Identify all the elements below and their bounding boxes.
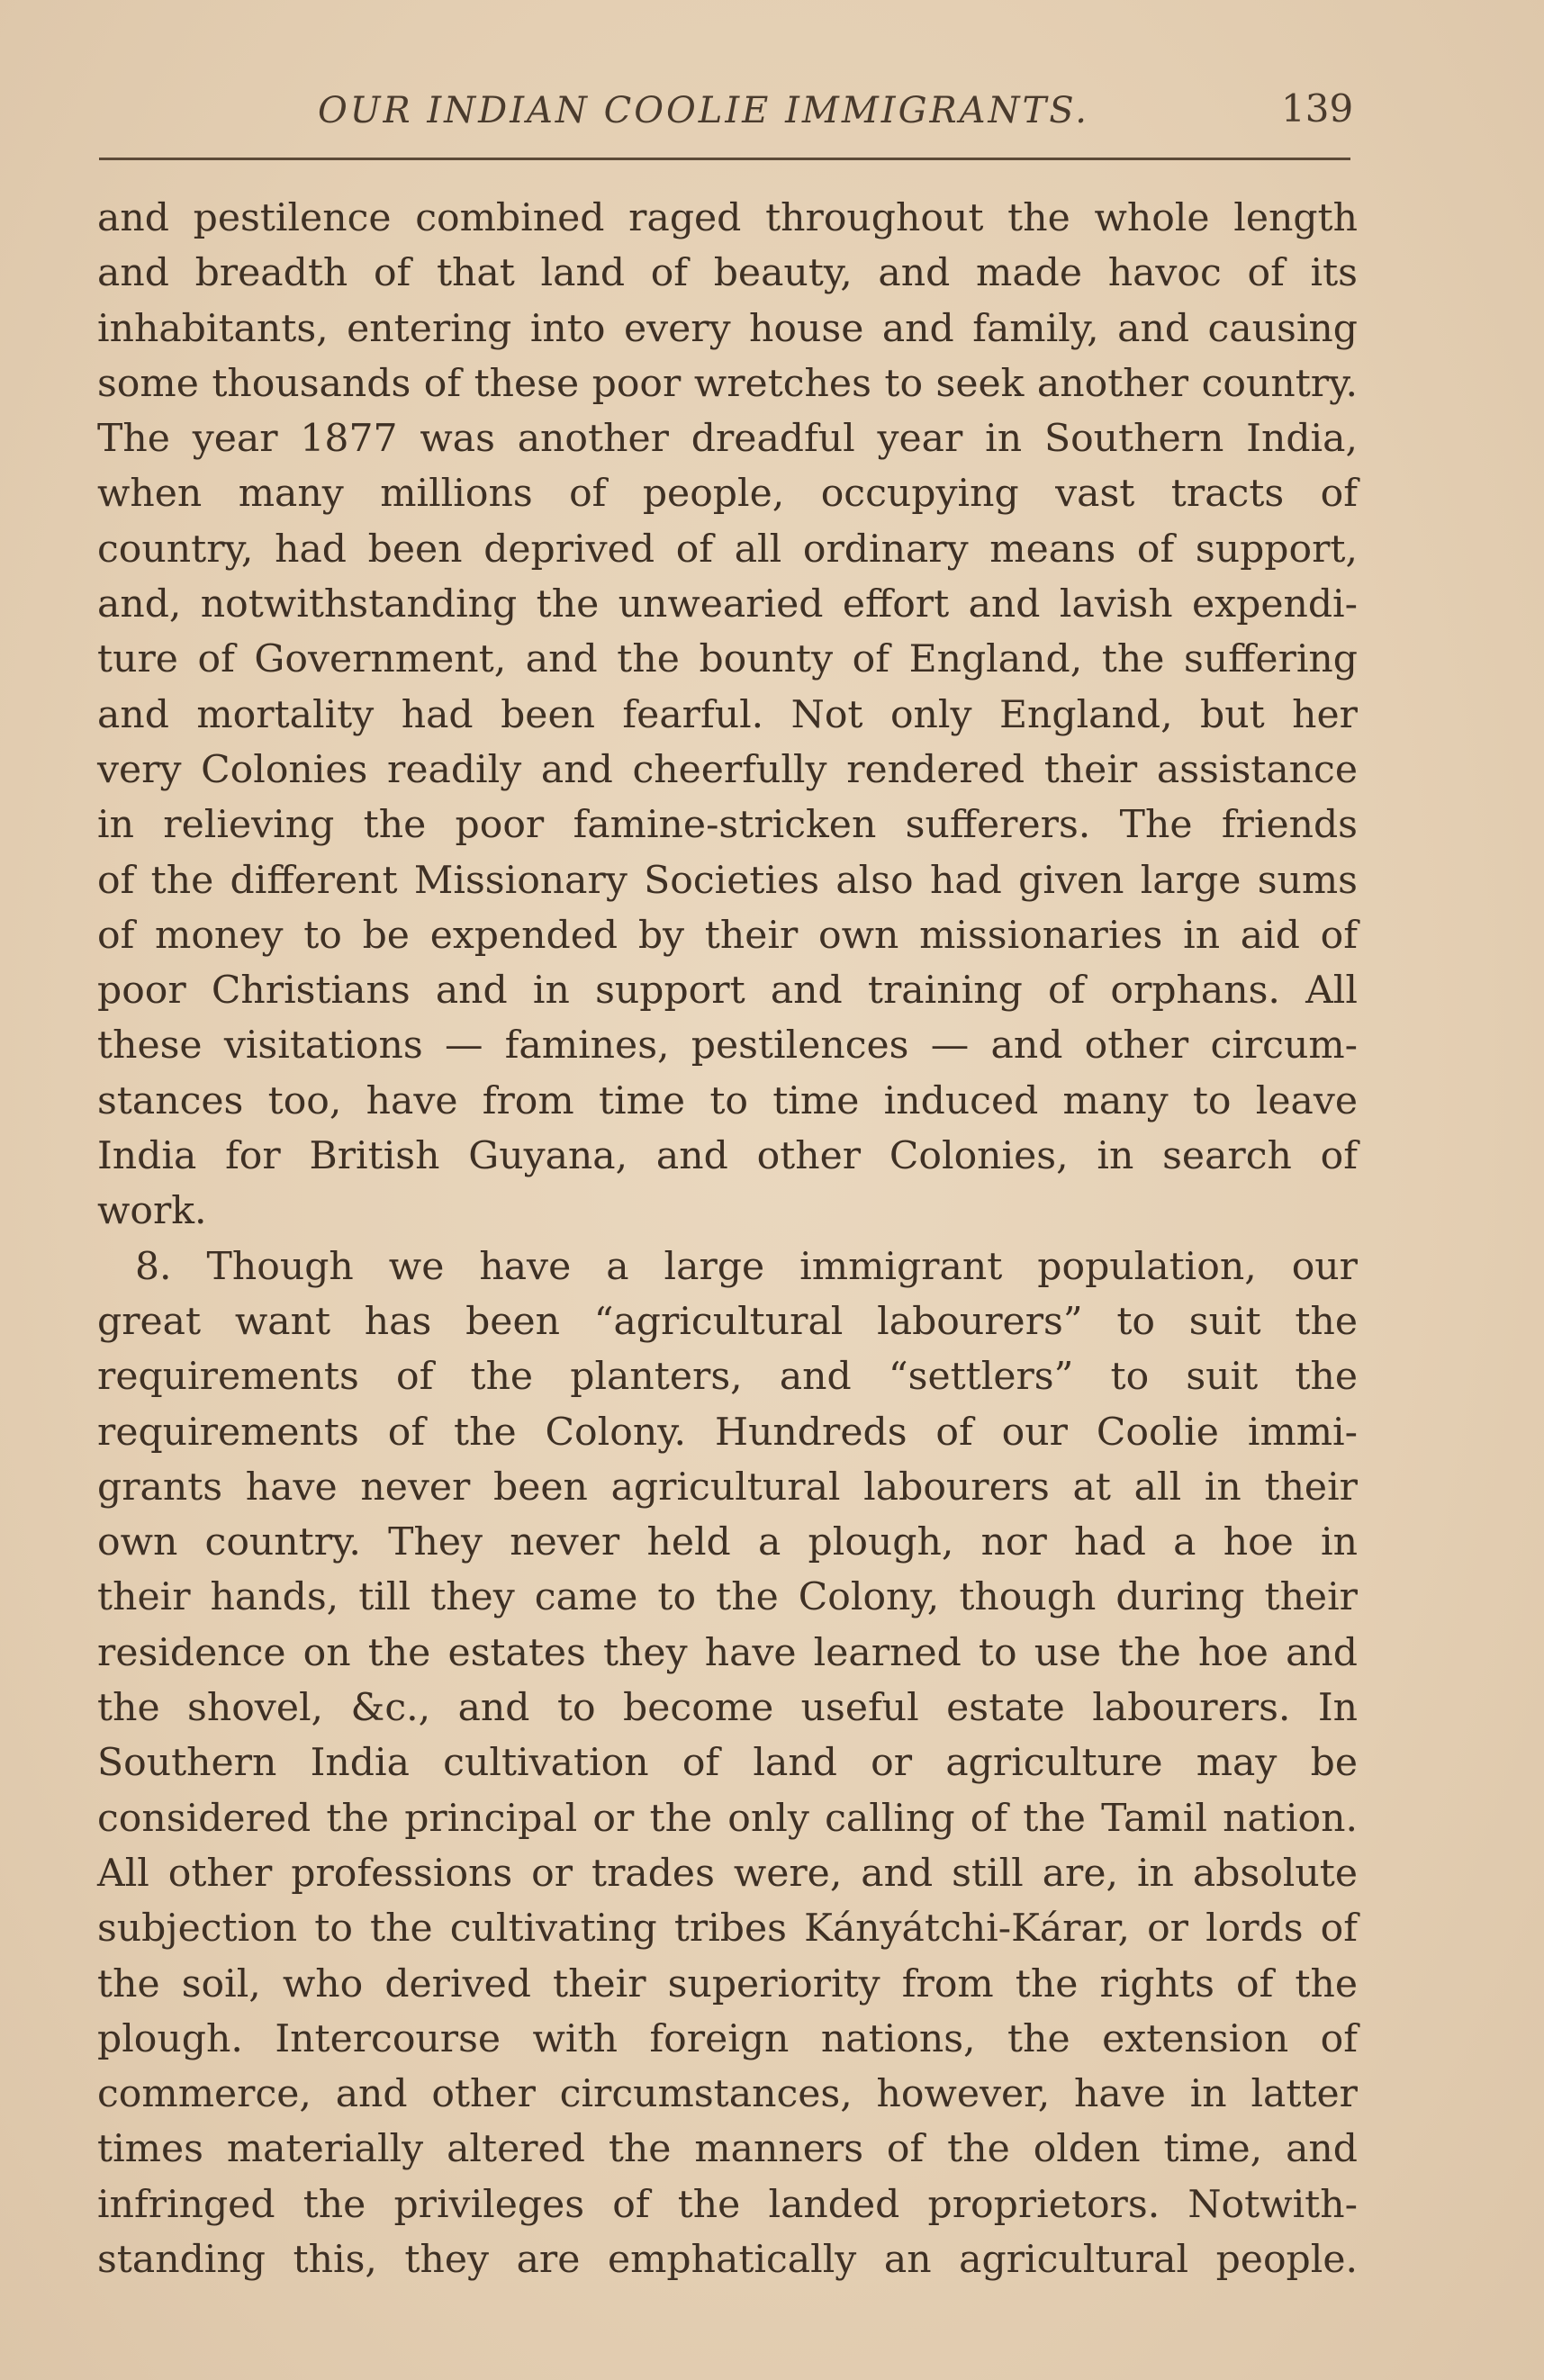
text-line: residence on the estates they have learned to use the hoe and <box>97 1630 1358 1675</box>
text-line: commerce, and other circumstances, however, have in latter <box>97 2072 1358 2117</box>
page-header <box>97 83 1358 146</box>
text-line: own country. They never held a plough, nor had a hoe in <box>97 1520 1358 1565</box>
text-line: India for British Guyana, and other Colonies, in search of <box>97 1134 1358 1179</box>
paragraph-start-line: 8. Though we have a large immigrant population, our <box>135 1244 1358 1289</box>
text-line: and mortality had been fearful. Not only England, but her <box>97 692 1358 737</box>
text-line: poor Christians and in support and training of orphans. All <box>97 969 1358 1014</box>
text-line: their hands, till they came to the Colony, though during their <box>97 1575 1358 1620</box>
header-rule <box>99 158 1350 160</box>
text-line: and breadth of that land of beauty, and made havoc of its <box>97 251 1358 296</box>
text-line: of money to be expended by their own missionaries in aid of <box>97 913 1358 958</box>
text-line: standing this, they are emphatically an agricultural people. <box>97 2237 1358 2282</box>
text-line: some thousands of these poor wretches to seek another country. <box>97 361 1358 406</box>
text-line: work. <box>97 1189 207 1234</box>
page-number: 139 <box>1281 86 1354 131</box>
text-line: times materially altered the manners of the olden time, and <box>97 2127 1358 2172</box>
text-line: when many millions of people, occupying vast tracts of <box>97 472 1358 517</box>
text-line: All other professions or trades were, and still are, in absolute <box>97 1851 1358 1896</box>
text-line: inhabitants, entering into every house and family, and causing <box>97 306 1358 351</box>
text-line: The year 1877 was another dreadful year in Southern India, <box>97 417 1358 462</box>
text-line: of the different Missionary Societies also had given large sums <box>97 858 1358 903</box>
text-line: stances too, have from time to time induced many to leave <box>97 1078 1358 1123</box>
text-line: Southern India cultivation of land or agriculture may be <box>97 1741 1358 1786</box>
text-line: country, had been deprived of all ordinary means of support, <box>97 527 1358 572</box>
text-line: the shovel, &c., and to become useful estate labourers. In <box>97 1686 1358 1731</box>
text-line: infringed the privileges of the landed proprietors. Notwith- <box>97 2182 1358 2227</box>
text-line: considered the principal or the only calling of the Tamil nation. <box>97 1796 1358 1841</box>
text-line: very Colonies readily and cheerfully rendered their assistance <box>97 747 1358 792</box>
text-line: subjection to the cultivating tribes Kányátchi-Kárar, or lords of <box>97 1907 1358 1952</box>
text-line: great want has been “agricultural labourers” to suit the <box>97 1299 1358 1344</box>
text-line: these visitations — famines, pestilences — and other circum- <box>97 1023 1358 1068</box>
text-line: ture of Government, and the bounty of England, the suffering <box>97 637 1358 682</box>
text-line: requirements of the Colony. Hundreds of our Coolie immi- <box>97 1410 1358 1455</box>
body-text <box>97 191 1358 2287</box>
text-line: in relieving the poor famine-stricken sufferers. The friends <box>97 803 1358 848</box>
running-title: OUR INDIAN COOLIE IMMIGRANTS. <box>318 90 1089 131</box>
text-line: grants have never been agricultural labourers at all in their <box>97 1465 1358 1510</box>
text-line: requirements of the planters, and “settlers” to suit the <box>97 1355 1358 1400</box>
text-line: plough. Intercourse with foreign nations, the extension of <box>97 2016 1358 2061</box>
text-line: the soil, who derived their superiority from the rights of the <box>97 1961 1358 2006</box>
text-line: and pestilence combined raged throughout the whole length <box>97 196 1358 240</box>
text-line: and, notwithstanding the unwearied effort and lavish expendi- <box>97 582 1358 627</box>
